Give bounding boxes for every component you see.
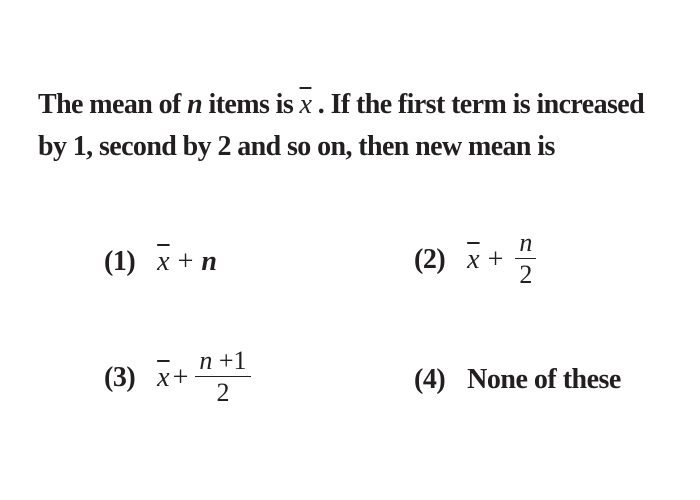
variable-x-bar: $\overline{x}$ bbox=[157, 361, 170, 393]
question-line-1 bbox=[38, 84, 678, 126]
option-2[interactable] bbox=[414, 228, 536, 291]
fraction-numerator bbox=[195, 346, 250, 376]
option-expression bbox=[157, 346, 250, 409]
option-4[interactable] bbox=[414, 364, 621, 396]
fraction-numerator: n bbox=[519, 228, 533, 257]
variable-x-bar: $\overline{x}$ bbox=[157, 246, 170, 277]
variable-x-bar: $\overline{x}$ bbox=[299, 89, 312, 120]
question-part-1: The mean of bbox=[38, 89, 188, 120]
option-number: (4) bbox=[414, 364, 446, 395]
question-line-2: by 1, second by 2 and so on, then new mean is bbox=[38, 131, 555, 162]
question-part-2: items is bbox=[202, 89, 300, 120]
option-text: None of these bbox=[467, 364, 621, 395]
fraction bbox=[515, 228, 536, 291]
option-3[interactable] bbox=[104, 346, 251, 409]
question-text bbox=[38, 84, 678, 168]
fraction-denominator: 2 bbox=[519, 260, 533, 289]
option-number: (2) bbox=[414, 243, 446, 275]
fraction-numerator-var: n bbox=[199, 346, 213, 375]
option-1[interactable] bbox=[104, 246, 217, 278]
plus-sign: + bbox=[177, 246, 194, 277]
plus-sign: + bbox=[172, 361, 189, 393]
option-expression bbox=[157, 246, 217, 278]
fraction bbox=[195, 346, 250, 409]
option-expression bbox=[467, 228, 536, 291]
option-number: (1) bbox=[104, 246, 136, 277]
fraction-denominator: 2 bbox=[216, 378, 230, 407]
fraction-numerator-rest: +1 bbox=[212, 346, 247, 375]
question-part-3: . If the first term is increased bbox=[311, 89, 645, 120]
variable-n: n bbox=[187, 89, 203, 120]
variable-n: n bbox=[201, 246, 217, 277]
variable-x-bar: $\overline{x}$ bbox=[467, 243, 480, 275]
option-number: (3) bbox=[104, 361, 136, 393]
plus-sign: + bbox=[487, 243, 504, 275]
